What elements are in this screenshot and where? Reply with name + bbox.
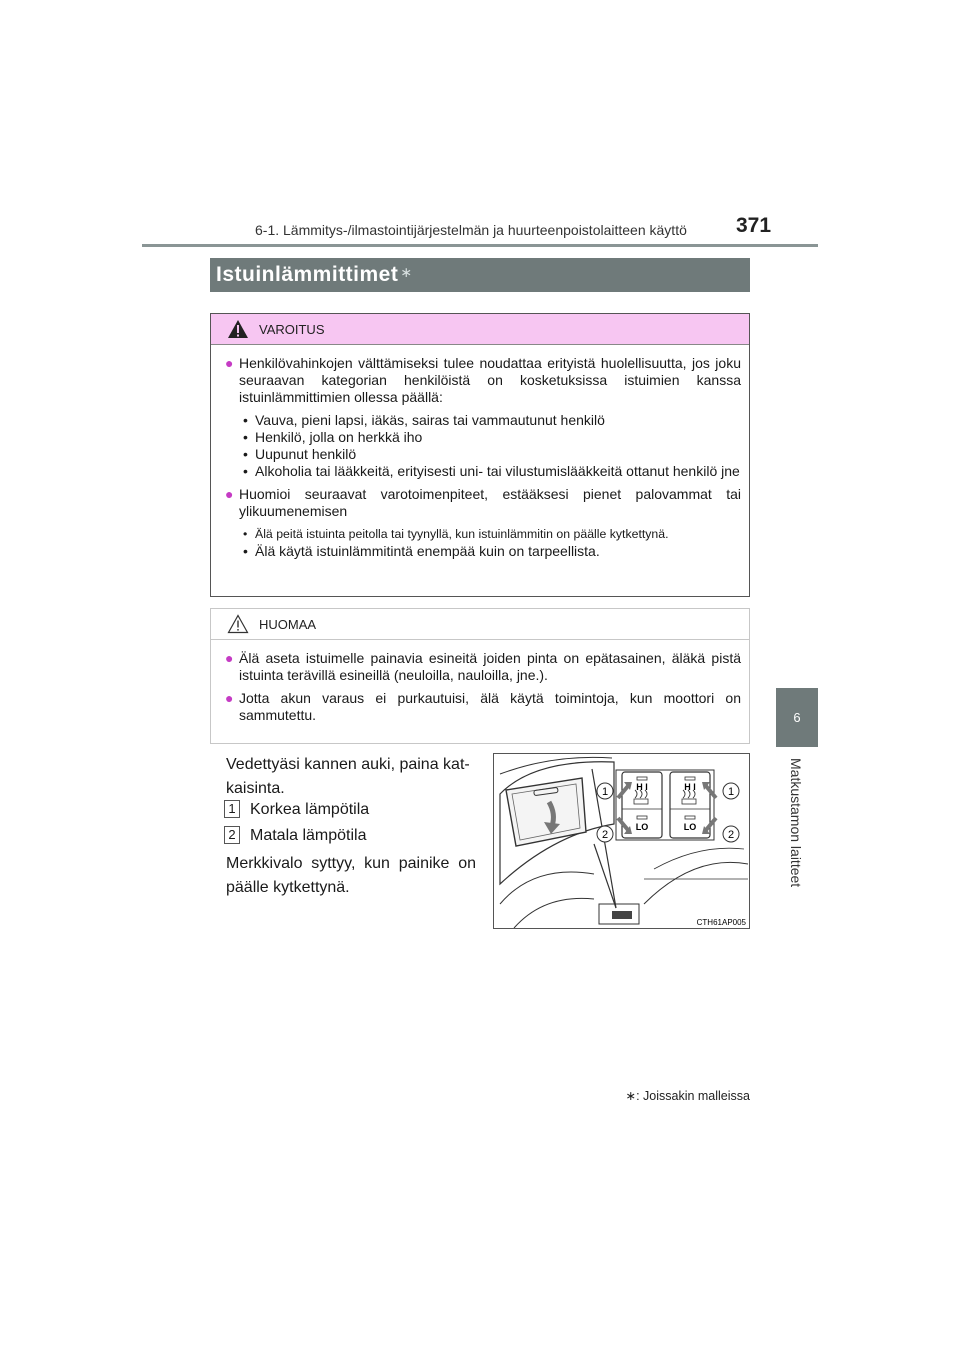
hi-label: H I <box>636 782 648 792</box>
callout-2: 2 <box>727 829 735 841</box>
warning-box <box>210 313 750 597</box>
notice-box <box>210 608 750 744</box>
footnote-marker: ∗ <box>400 263 413 280</box>
bullet-icon: ● <box>225 355 234 371</box>
chapter-number: 6 <box>793 710 801 725</box>
lo-label: LO <box>635 822 649 832</box>
console-drawing <box>494 754 749 928</box>
callout-1: 1 <box>601 786 609 798</box>
warning-subitems <box>239 526 741 560</box>
notice-label: HUOMAA <box>259 616 317 632</box>
hi-label: H I <box>684 782 696 792</box>
caution-icon <box>227 614 249 634</box>
warning-subitems <box>239 412 741 480</box>
section-title: Istuinlämmittimet ∗ <box>210 258 750 292</box>
footnote-marker: ∗ <box>625 1089 637 1103</box>
list-item: • Uupunut henkilö <box>239 446 741 463</box>
warning-header <box>211 314 749 345</box>
callout-2: 2 <box>601 829 609 841</box>
warning-item: ● Henkilövahinkojen välttämiseksi tulee noudattaa erityistä huolellisuutta, jos joku seuraavan kategorian henkilöistä on kosketuksissa istuimien kanssa istuinlämmittimien ollessa päällä: <box>225 355 741 405</box>
list-item: • Älä peitä istuinta peitolla tai tyynyllä, kun istuinlämmitin on päälle kytkettynä. <box>239 526 741 543</box>
bullet-icon: ● <box>225 650 234 666</box>
indicator-note: Merkkivalo syttyy, kun painike on päälle kytkettynä. <box>226 855 476 896</box>
warning-item: ● Huomioi seuraavat varotoimenpiteet, estääksesi pienet palovammat tai ylikuumenemisen <box>225 486 741 519</box>
option-low: 2 Matala lämpötila <box>224 824 367 848</box>
option-number: 1 <box>224 800 240 818</box>
warning-label: VAROITUS <box>259 321 325 337</box>
notice-header <box>211 609 749 640</box>
lo-label: LO <box>683 822 697 832</box>
chapter-section-header: 6-1. Lämmitys-/ilmastointijärjestelmän ja huurteenpoistolaitteen käyttö <box>255 222 687 238</box>
bullet-icon: ● <box>225 690 234 706</box>
chapter-tab <box>776 688 818 747</box>
list-item: • Henkilö, jolla on herkkä iho <box>239 429 741 446</box>
illustration-code: CTH61AP005 <box>696 918 746 927</box>
bullet-icon: ● <box>225 486 234 502</box>
list-item: • Vauva, pieni lapsi, iäkäs, sairas tai vammautunut henkilö <box>239 412 741 429</box>
instruction-text: Vedettyäsi kannen auki, paina kat-kaisinta. <box>226 756 470 797</box>
footnote: ∗: Joissakin malleissa <box>625 1089 750 1103</box>
page-number: 371 <box>736 214 772 237</box>
warning-body <box>211 345 749 560</box>
header-rule <box>142 244 818 247</box>
notice-item: ● Älä aseta istuimelle painavia esineitä joiden pinta on epätasainen, äläkä pistä istuinta terävillä esineillä (neuloilla, nauloilla, jne.). <box>225 650 741 683</box>
seat-heater-illustration <box>493 753 750 929</box>
notice-item: ● Jotta akun varaus ei purkautuisi, älä käytä toimintoja, kun moottori on sammutettu. <box>225 690 741 723</box>
option-number: 2 <box>224 826 240 844</box>
chapter-label: Matkustamon laitteet <box>788 758 804 888</box>
notice-body <box>211 640 749 724</box>
option-high: 1 Korkea lämpötila <box>224 798 369 822</box>
callout-1: 1 <box>727 786 735 798</box>
warning-icon <box>227 319 249 339</box>
list-item: • Alkoholia tai lääkkeitä, erityisesti uni- tai vilustumislääkkeitä ottanut henkilö jne <box>239 463 741 480</box>
list-item: • Älä käytä istuinlämmitintä enempää kuin on tarpeellista. <box>239 543 741 560</box>
